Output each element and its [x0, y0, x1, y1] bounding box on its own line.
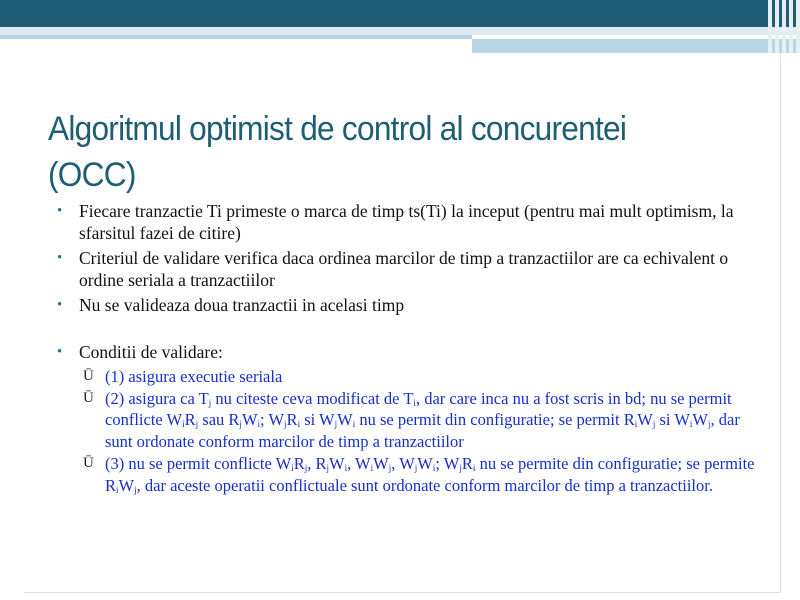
- bullet-marker: •: [57, 297, 63, 313]
- sub-bullet-marker: Ū: [83, 368, 94, 384]
- bullet-item: [55, 341, 770, 363]
- slide-title: Algoritmul optimist de control al concurentei (OCC): [48, 110, 627, 194]
- header-band: [0, 0, 800, 27]
- header-band-light: [0, 27, 800, 35]
- bullet-item: [55, 247, 770, 291]
- bullet-text: Conditii de validare:: [79, 342, 223, 362]
- header-stripes: [766, 0, 800, 53]
- bullet-item: [55, 200, 770, 244]
- condition-item-2: [55, 388, 770, 453]
- bullet-text: Nu se valideaza doua tranzactii in acelasi timp: [79, 295, 405, 315]
- sub-bullet-marker: Ū: [83, 454, 94, 471]
- bullet-text: Fiecare tranzactie Ti primeste o marca de timp ts(Ti) la inceput (pentru mai mult optimism, la sfarsitul fazei de citire): [79, 201, 734, 243]
- condition-text: (1) asigura executie seriala: [105, 367, 283, 386]
- condition-item-3: [55, 453, 770, 496]
- slide-content: [55, 200, 770, 496]
- bottom-border-line: [24, 592, 780, 593]
- header-accent-right: [472, 39, 800, 53]
- right-border-line: [780, 53, 781, 593]
- bullet-item: [55, 294, 770, 316]
- condition-item-1: [55, 366, 770, 388]
- bullet-marker: •: [57, 250, 63, 266]
- header-accent-left: [0, 35, 472, 39]
- bullet-marker: •: [57, 344, 63, 360]
- sub-bullet-marker: Ū: [83, 389, 94, 406]
- bullet-marker: •: [57, 203, 63, 219]
- condition-text: (2) asigura ca $T_j$ nu citeste ceva modificat de $T_i$, dar care inca nu a fost scris in bd; nu se permit conflicte $W_iR_j$ sau $R_jW_i$; $W_jR_i$ si $W_jW_i$ nu se permit din configuratie; se permit $R_iW_j$ si $W_iW_j$, dar sunt ordonate conform marcilor de timp a tranzactiilor: [105, 388, 740, 452]
- bullet-text: Criteriul de validare verifica daca ordinea marcilor de timp a tranzactiilor are ca echivalent o ordine seriala a tranzactiilor: [79, 248, 729, 290]
- condition-text: (3) nu se permit conflicte $W_iR_j$, $R_jW_i$, $W_iW_j$, $W_jW_i$; $W_jR_i$ nu se permite din configuratie; se permite $R_iW_j$, dar aceste operatii conflictuale sunt ordonate conform marcilor de timp a tranzactiilor.: [105, 453, 755, 495]
